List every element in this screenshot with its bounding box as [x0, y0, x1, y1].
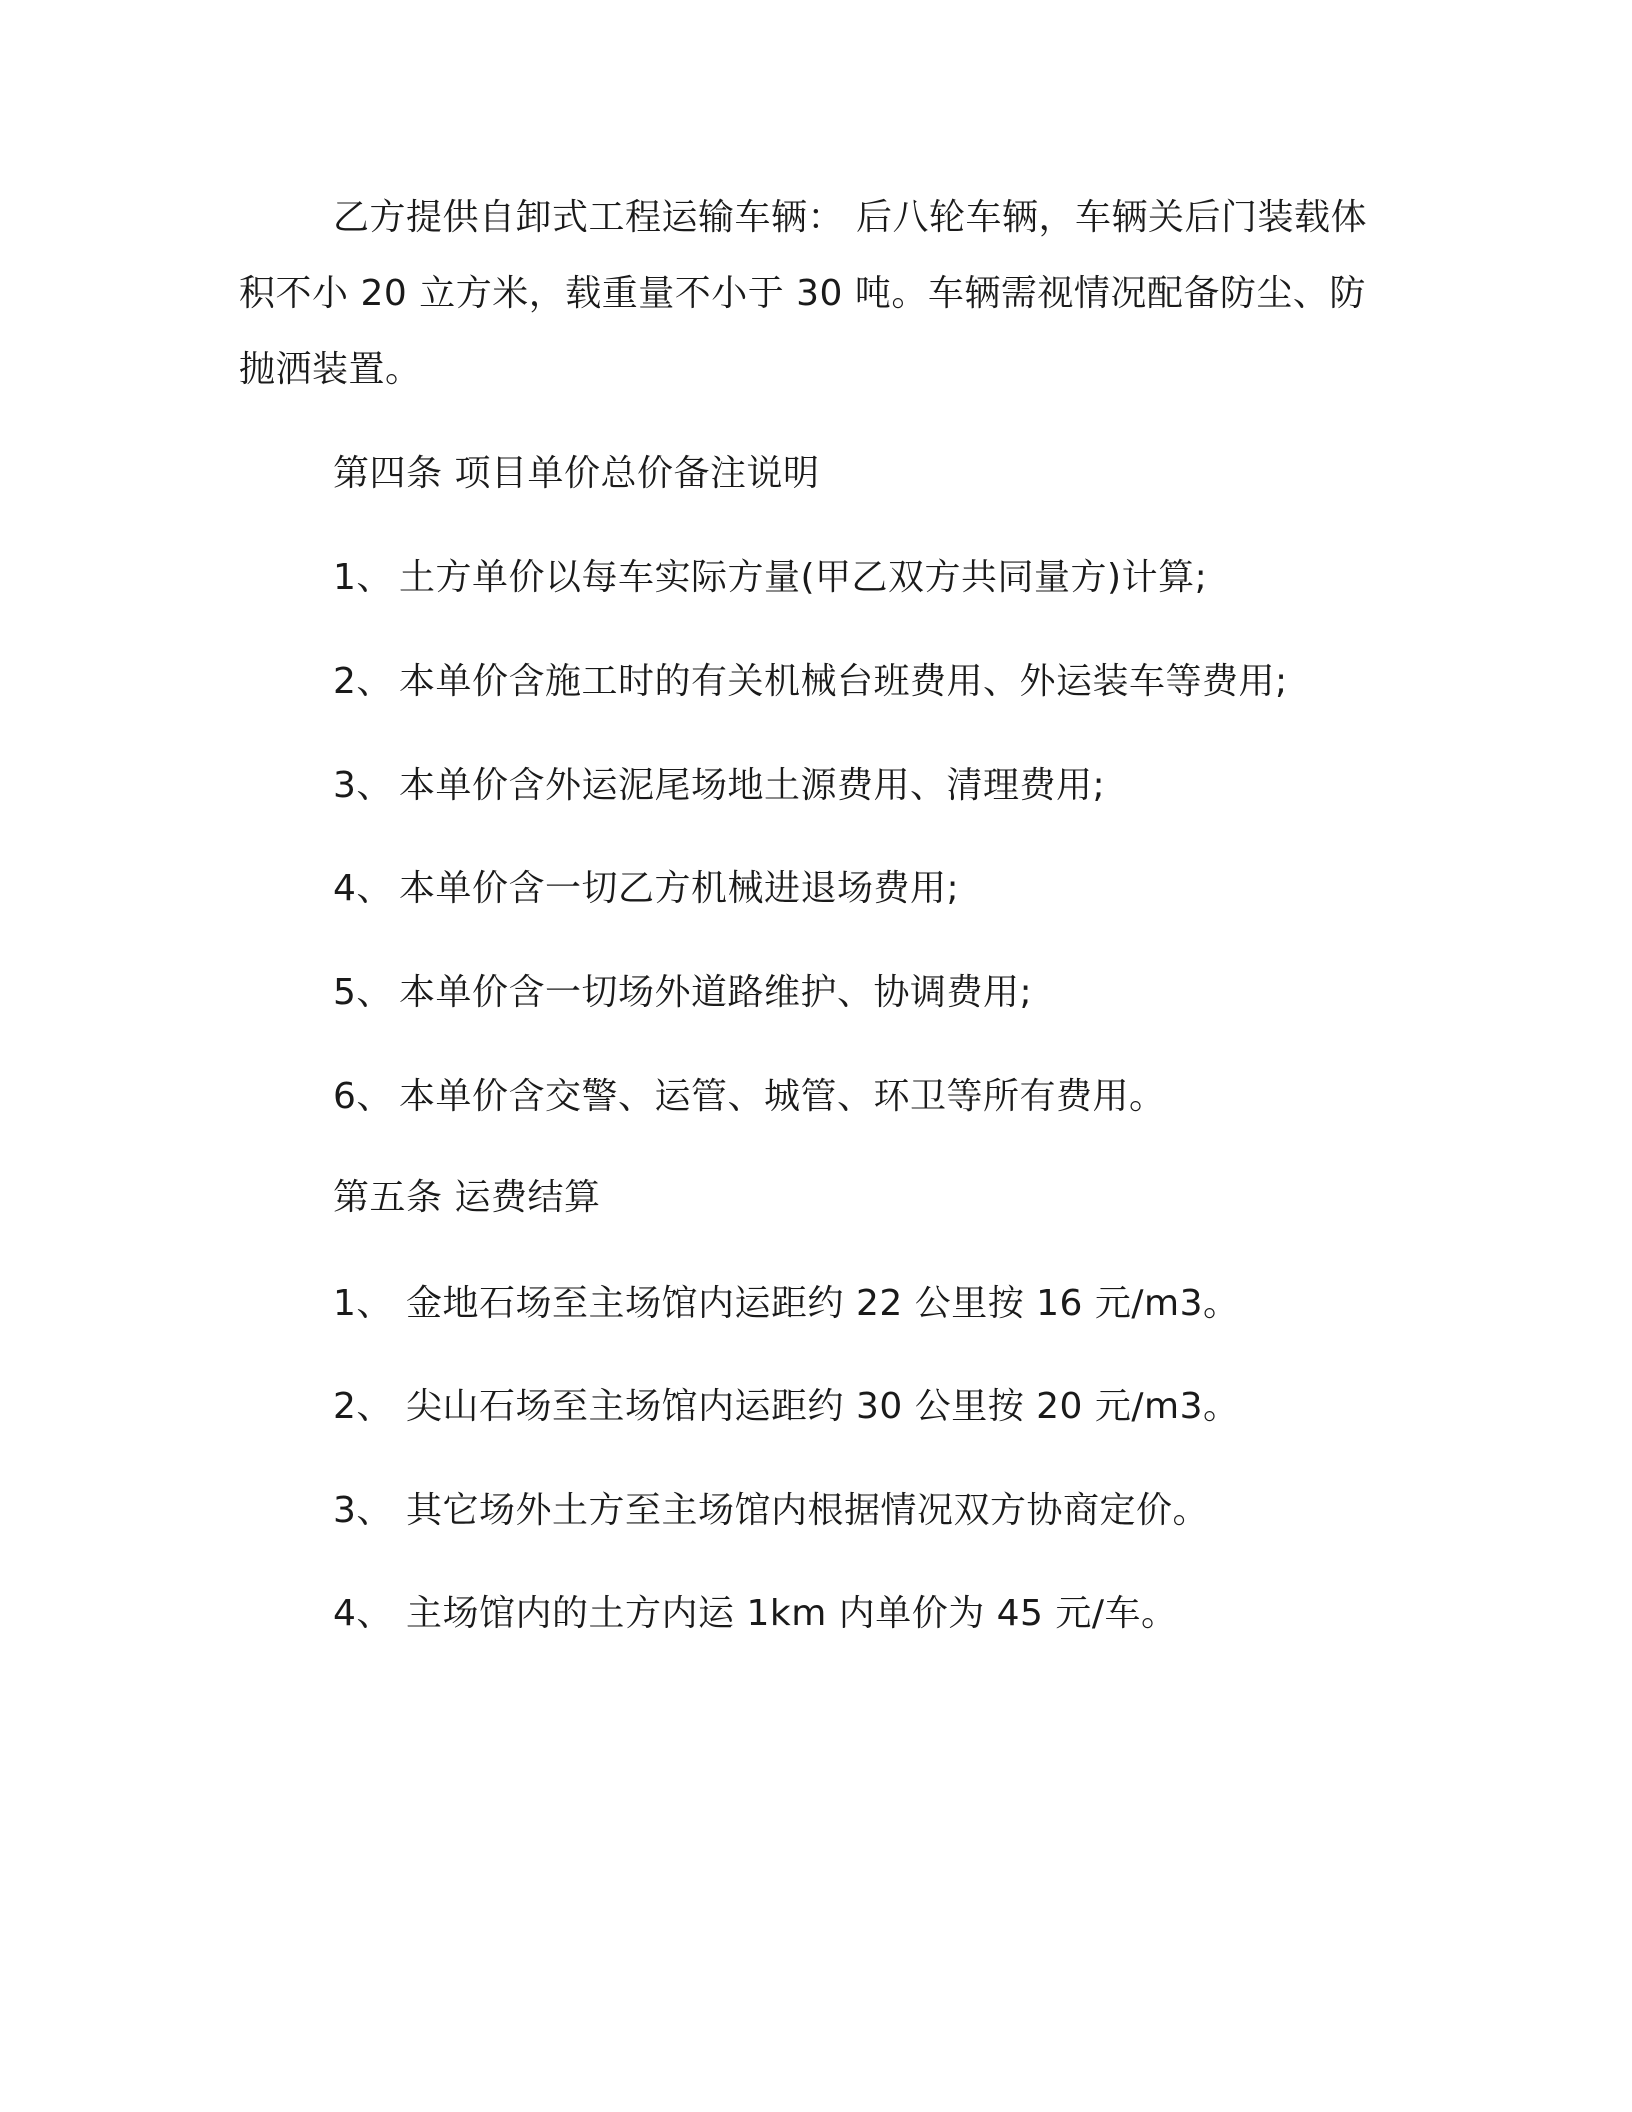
article4-item	[333, 971, 1032, 1015]
article5-heading: 第五条 运费结算	[333, 1177, 601, 1218]
item-text: 尖山石场至主场馆内运距约 30 公里按 20 元/m3。	[406, 1386, 1240, 1427]
article4-item	[333, 1075, 1166, 1119]
item-number: 1、	[333, 1283, 393, 1324]
item-text: 其它场外土方至主场馆内根据情况双方协商定价。	[406, 1490, 1210, 1531]
article5-item	[333, 1489, 1209, 1533]
item-text: 主场馆内的土方内运 1km 内单价为 45 元/车。	[406, 1593, 1178, 1634]
intro-line-3: 抛洒装置。	[239, 349, 422, 390]
item-number: 4、	[333, 1593, 393, 1634]
item-number: 2、	[333, 1386, 393, 1427]
item-number: 5、	[333, 972, 393, 1013]
item-text: 金地石场至主场馆内运距约 22 公里按 16 元/m3。	[406, 1283, 1240, 1324]
intro-line-1: 乙方提供自卸式工程运输车辆： 后八轮车辆，车辆关后门装载体	[333, 197, 1367, 238]
article5-item	[333, 1592, 1178, 1636]
item-text: 本单价含一切场外道路维护、协调费用;	[399, 972, 1033, 1013]
item-number: 1、	[333, 557, 393, 598]
item-number: 2、	[333, 661, 393, 702]
item-text: 本单价含一切乙方机械进退场费用;	[399, 868, 960, 909]
article5-item	[333, 1385, 1240, 1429]
item-text: 土方单价以每车实际方量(甲乙双方共同量方)计算;	[399, 557, 1208, 598]
item-text: 本单价含交警、运管、城管、环卫等所有费用。	[399, 1076, 1166, 1117]
item-number: 6、	[333, 1076, 393, 1117]
article4-item	[333, 867, 959, 911]
article4-item	[333, 556, 1207, 600]
article4-heading: 第四条 项目单价总价备注说明	[333, 453, 820, 494]
item-text: 本单价含外运泥尾场地土源费用、清理费用;	[399, 765, 1106, 806]
item-number: 3、	[333, 1490, 393, 1531]
item-number: 3、	[333, 765, 393, 806]
article4-item	[333, 764, 1105, 808]
article5-item	[333, 1282, 1240, 1326]
item-text: 本单价含施工时的有关机械台班费用、外运装车等费用;	[399, 661, 1288, 702]
item-number: 4、	[333, 868, 393, 909]
intro-line-2: 积不小 20 立方米，载重量不小于 30 吨。车辆需视情况配备防尘、防	[239, 273, 1366, 314]
article4-item	[333, 660, 1288, 704]
